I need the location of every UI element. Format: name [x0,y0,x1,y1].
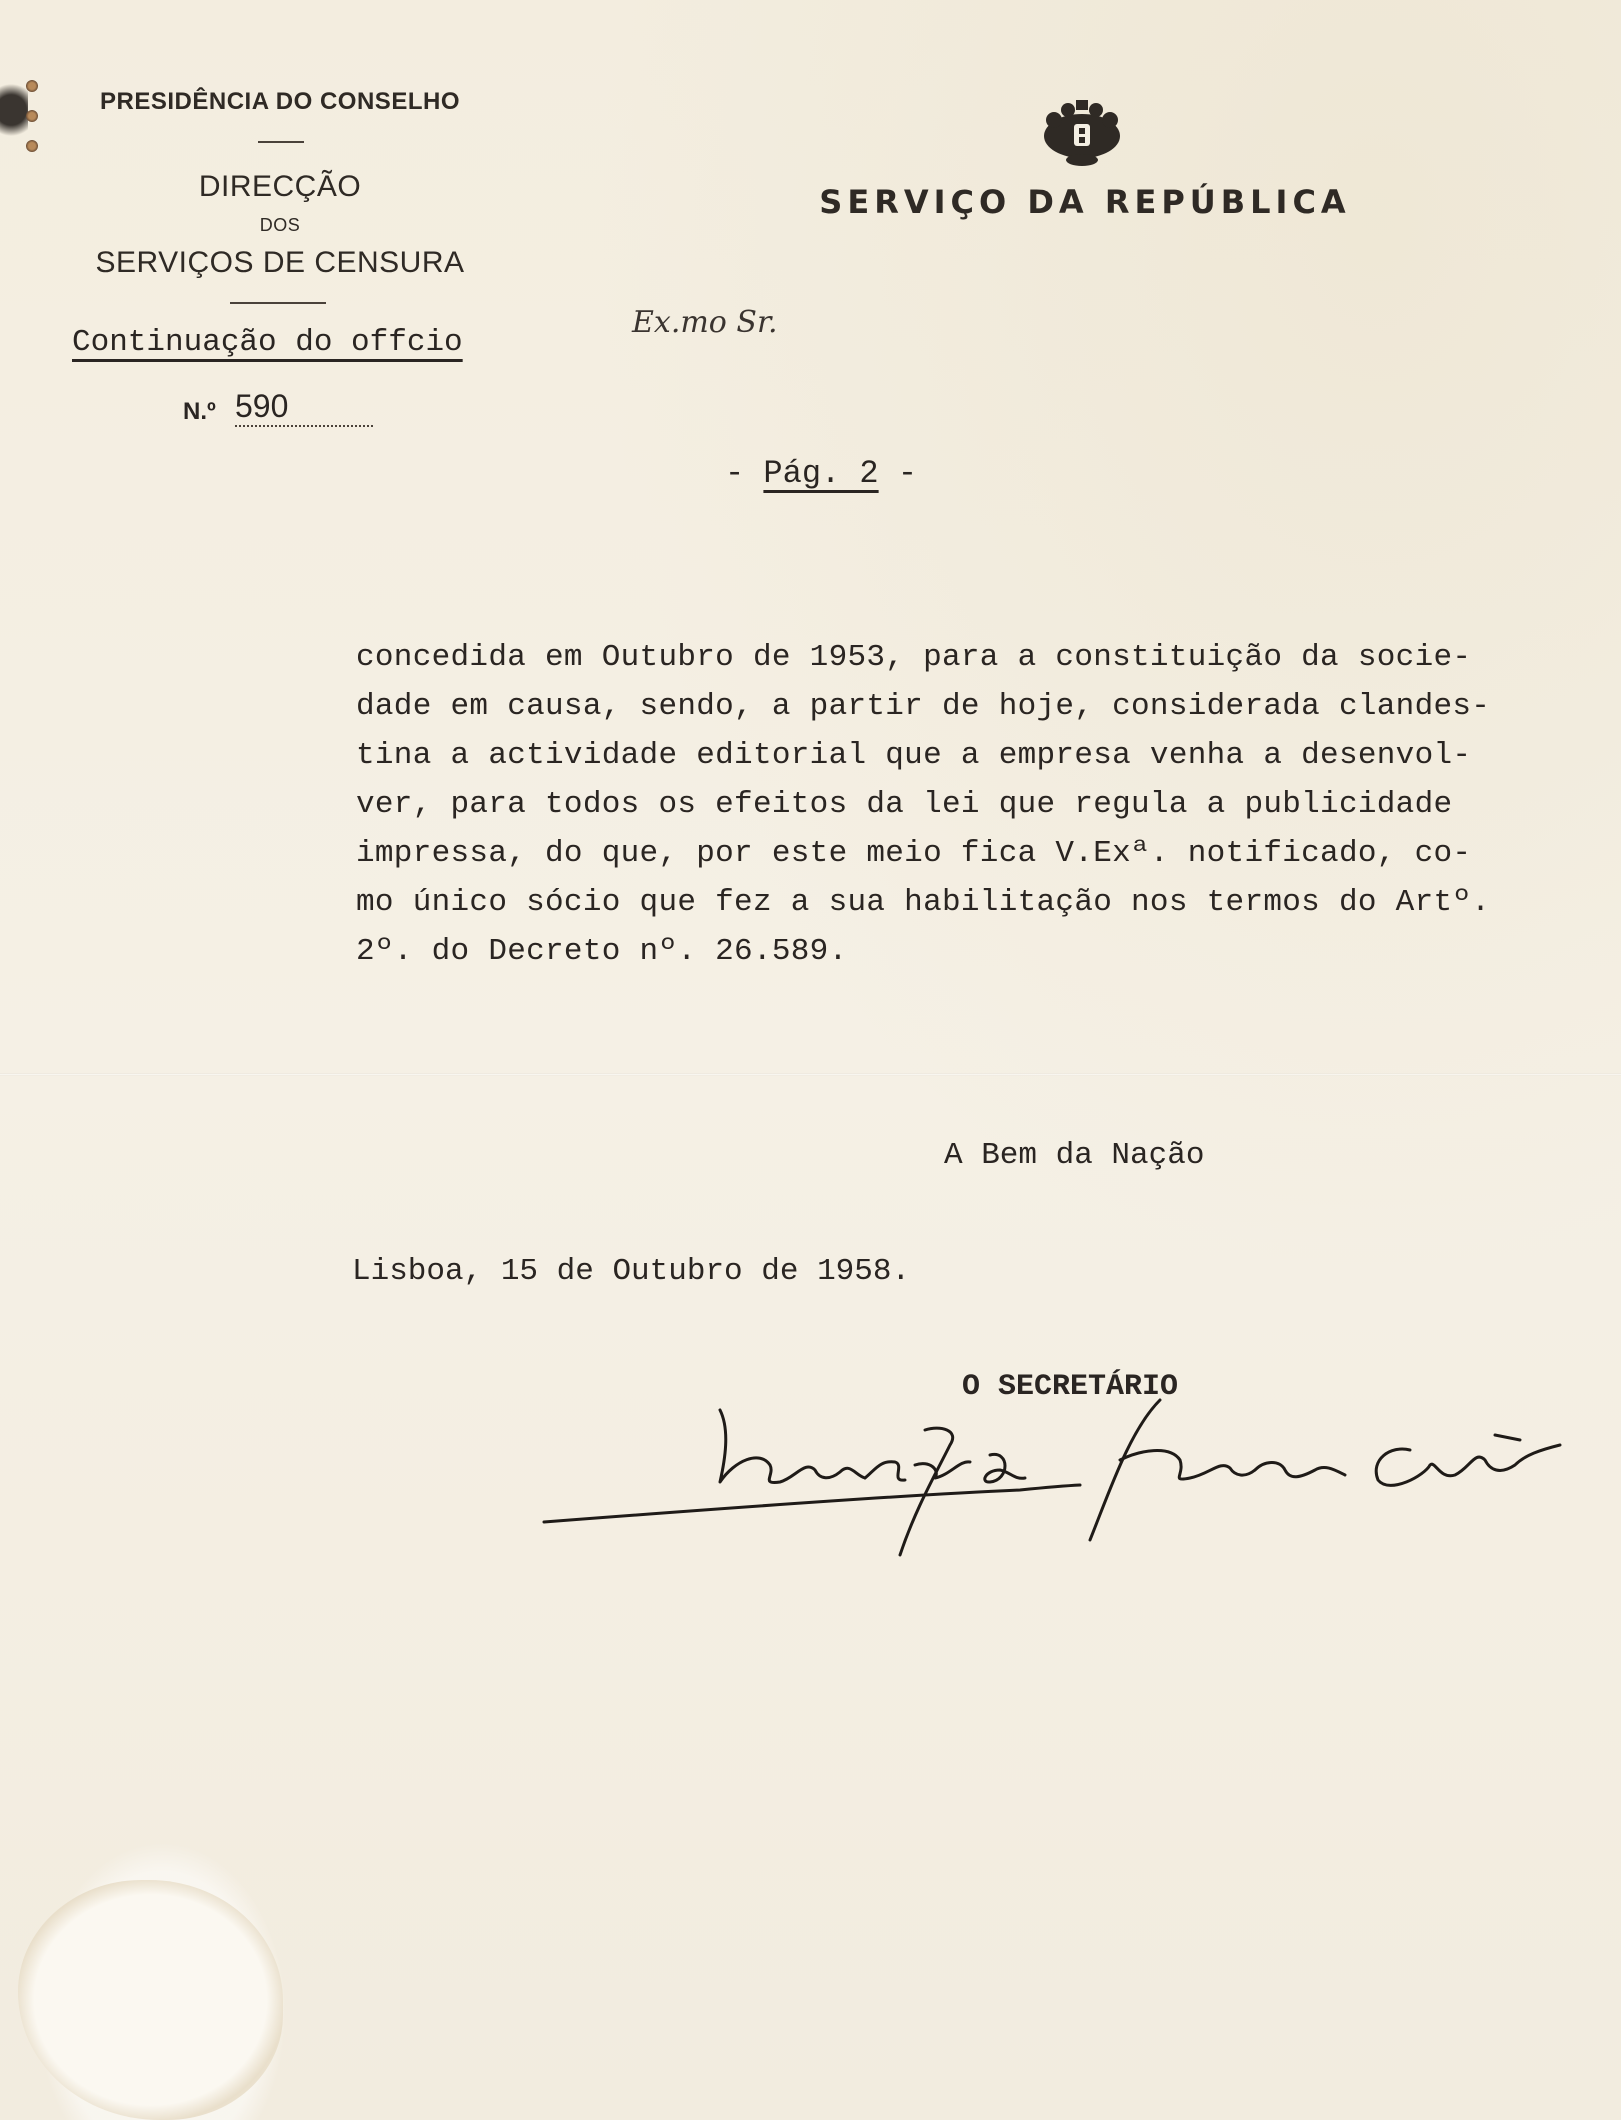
page-dash-left: - [725,455,764,492]
page-label: Pág. 2 [763,455,879,492]
place-date: Lisboa, 15 de Outubro de 1958. [352,1254,911,1289]
header-direccao: DIRECÇÃO [198,170,362,203]
water-stain [18,1880,283,2120]
body-line: concedida em Outubro de 1953, para a constituição da socie- [356,640,1472,675]
header-dos: DOS [259,215,301,235]
staple-hole [26,110,38,122]
body-line: 2º. do Decreto nº. 26.589. [356,934,848,969]
body-line: ver, para todos os efeitos da lei que regula a publicidade [356,787,1453,822]
closing-motto: A Bem da Nação [944,1138,1205,1173]
number-label: N.º [183,398,216,425]
page-number [725,455,917,492]
body-line: dade em causa, sendo, a partir de hoje, considerada clandes- [356,689,1491,724]
body-line: tina a actividade editorial que a empresa venha a desenvol- [356,738,1472,773]
body-line: mo único sócio que fez a sua habilitação nos termos do Artº. [356,885,1491,920]
paper-fold [0,1073,1621,1076]
coat-of-arms-emblem [1040,98,1124,168]
header-servicos-censura: SERVIÇOS DE CENSURA [95,246,465,279]
servico-da-republica: SERVIÇO DA REPÚBLICA [819,183,1351,221]
header-divider [230,302,326,304]
salutation: Ex.mo Sr. [632,305,778,340]
handwritten-signature [520,1390,1600,1570]
signatory-title: O SECRETÁRIO [962,1370,1179,1404]
continuation-heading: Continuação do offcio [72,325,463,360]
staple-hole [26,80,38,92]
number-value: 590 [235,388,373,427]
ink-blot [0,70,28,150]
staple-hole [26,140,38,152]
page-dash-right: - [878,455,918,492]
header-presidencia: PRESIDÊNCIA DO CONSELHO [100,88,460,115]
header-divider [258,141,304,143]
body-line: impressa, do que, por este meio fica V.Exª. notificado, co- [356,836,1472,871]
